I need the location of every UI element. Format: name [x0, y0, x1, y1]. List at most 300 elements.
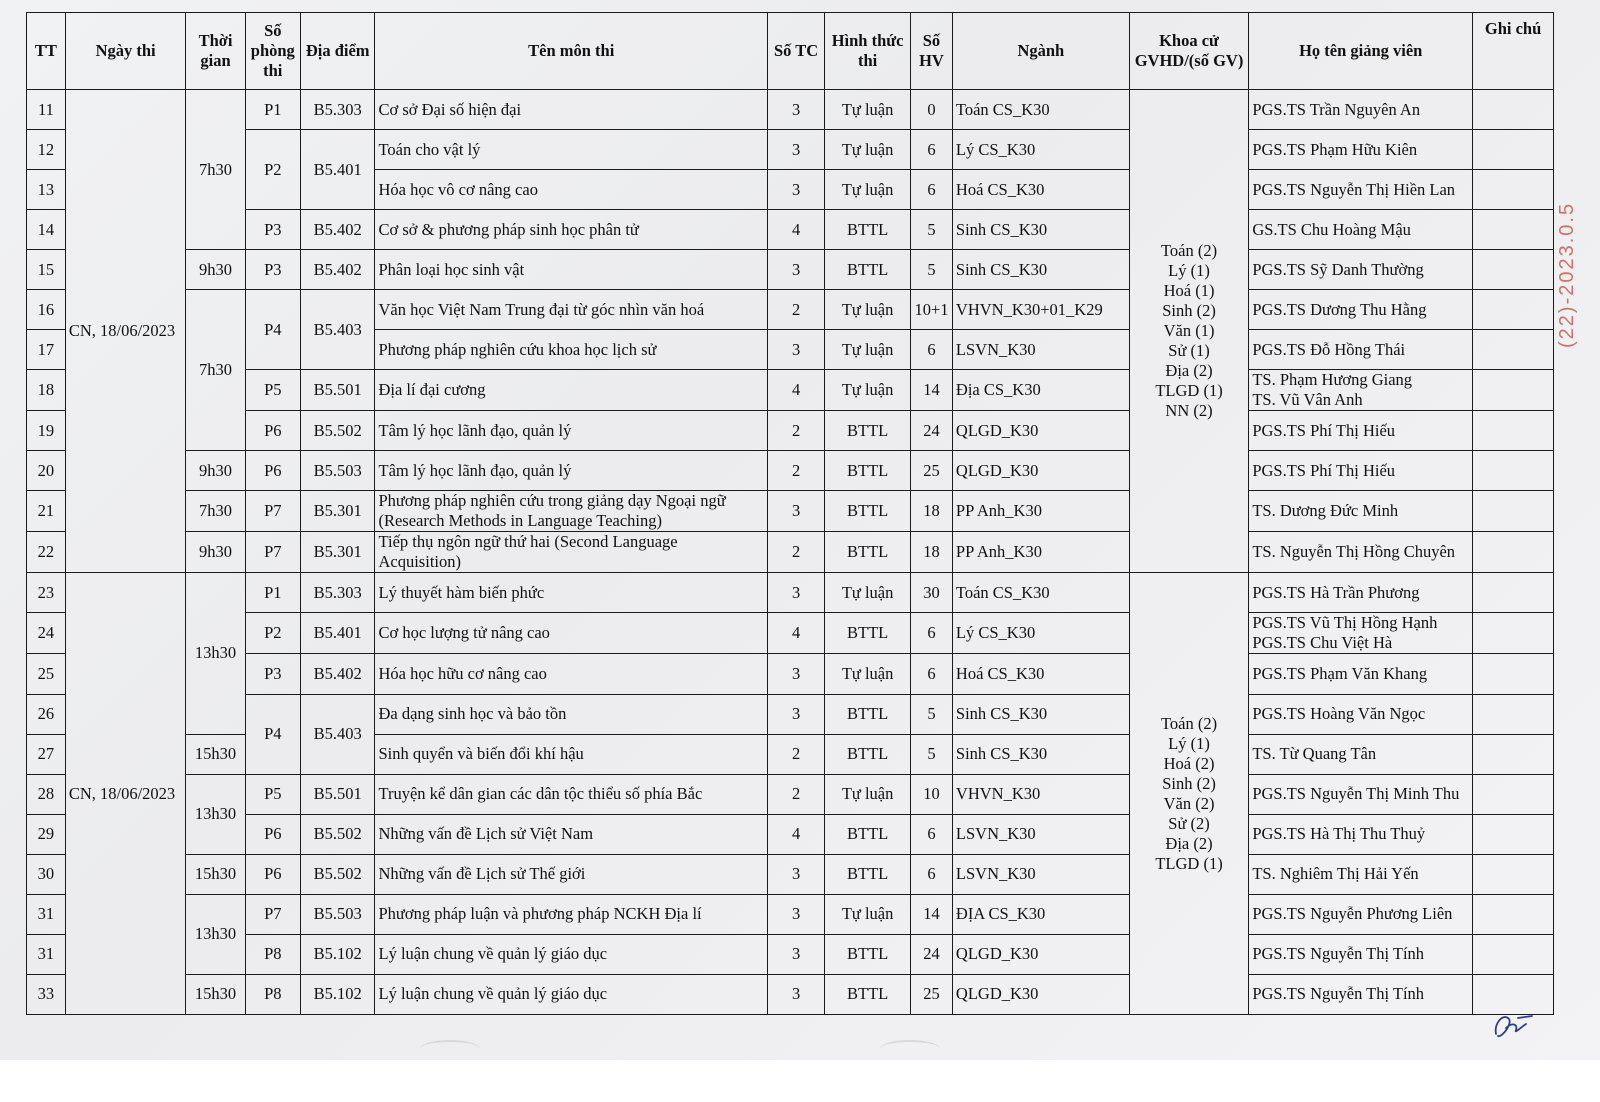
- tt-cell: 12: [27, 130, 66, 170]
- khoa-cell: [1129, 90, 1249, 573]
- khoa-line: NN (2): [1165, 401, 1213, 421]
- tt-cell: 29: [27, 814, 66, 854]
- tt-cell: 24: [27, 613, 66, 654]
- time-cell: 15h30: [186, 974, 245, 1014]
- lecturer-cell: PGS.TS Nguyễn Thị Tính: [1249, 934, 1473, 974]
- table-row: [27, 654, 1554, 694]
- tt-cell: 16: [27, 290, 66, 330]
- students-cell: 18: [911, 491, 953, 532]
- major-cell: PP Anh_K30: [952, 491, 1129, 532]
- subject-cell: [375, 491, 767, 532]
- note-cell: [1473, 330, 1554, 370]
- subject-cell: Đa dạng sinh học và bảo tồn: [375, 694, 767, 734]
- major-cell: QLGD_K30: [952, 974, 1129, 1014]
- major-cell: Hoá CS_K30: [952, 170, 1129, 210]
- room-cell: P6: [245, 411, 300, 451]
- place-cell: B5.303: [300, 90, 375, 130]
- tt-cell: 11: [27, 90, 66, 130]
- form-cell: BTTL: [825, 694, 911, 734]
- credits-cell: 3: [767, 573, 824, 613]
- subject-cell: Lý thuyết hàm biến phức: [375, 573, 767, 613]
- credits-cell: 4: [767, 814, 824, 854]
- students-cell: 10+1: [911, 290, 953, 330]
- tt-cell: 14: [27, 210, 66, 250]
- time-cell: 7h30: [186, 90, 245, 250]
- stamp-mark: (22)-2023.0.5: [1556, 201, 1578, 348]
- place-cell: B5.402: [300, 210, 375, 250]
- form-cell: Tự luận: [825, 290, 911, 330]
- lecturer-line: TS. Phạm Hương Giang: [1252, 370, 1413, 390]
- lecturer-cell: [1249, 613, 1473, 654]
- place-cell: B5.403: [300, 694, 375, 774]
- lecturer-cell: TS. Nghiêm Thị Hải Yến: [1249, 854, 1473, 894]
- students-cell: 6: [911, 814, 953, 854]
- room-cell: P2: [245, 130, 300, 210]
- header-cell: Khoa cử GVHD/(số GV): [1129, 13, 1249, 90]
- tt-cell: 18: [27, 370, 66, 411]
- subject-cell: Truyện kể dân gian các dân tộc thiểu số phía Bắc: [375, 774, 767, 814]
- lecturer-cell: PGS.TS Sỹ Danh Thường: [1249, 250, 1473, 290]
- lecturer-line: PGS.TS Chu Việt Hà: [1252, 633, 1393, 653]
- table-row: [27, 694, 1554, 734]
- table-row: [27, 290, 1554, 330]
- credits-cell: 3: [767, 250, 824, 290]
- students-cell: 14: [911, 894, 953, 934]
- khoa-line: Văn (2): [1163, 793, 1215, 813]
- room-cell: P7: [245, 894, 300, 934]
- header-cell: Tên môn thi: [375, 13, 767, 90]
- header-cell: Thời gian: [186, 13, 245, 90]
- room-cell: P7: [245, 532, 300, 573]
- note-cell: [1473, 90, 1554, 130]
- major-cell: QLGD_K30: [952, 411, 1129, 451]
- place-cell: B5.301: [300, 532, 375, 573]
- header-cell: Địa điểm: [300, 13, 375, 90]
- form-cell: Tự luận: [825, 370, 911, 411]
- header-cell: Ngành: [952, 13, 1129, 90]
- page-curl-mark: [420, 1040, 480, 1058]
- credits-cell: 4: [767, 210, 824, 250]
- major-cell: LSVN_K30: [952, 854, 1129, 894]
- time-cell: 9h30: [186, 451, 245, 491]
- credits-cell: 3: [767, 90, 824, 130]
- major-cell: QLGD_K30: [952, 451, 1129, 491]
- lecturer-cell: PGS.TS Nguyễn Thị Tính: [1249, 974, 1473, 1014]
- subject-line: Phương pháp nghiên cứu trong giảng dạy Ngoại ngữ: [378, 491, 726, 511]
- place-cell: B5.301: [300, 491, 375, 532]
- major-cell: Sinh CS_K30: [952, 250, 1129, 290]
- date-cell: CN, 18/06/2023: [65, 90, 186, 573]
- khoa-line: TLGD (1): [1155, 853, 1223, 873]
- major-cell: Lý CS_K30: [952, 613, 1129, 654]
- credits-cell: 2: [767, 774, 824, 814]
- students-cell: 5: [911, 210, 953, 250]
- header-cell: TT: [27, 13, 66, 90]
- credits-cell: 4: [767, 613, 824, 654]
- credits-cell: 2: [767, 734, 824, 774]
- students-cell: 6: [911, 130, 953, 170]
- subject-cell: [375, 532, 767, 573]
- subject-cell: Sinh quyển và biến đổi khí hậu: [375, 734, 767, 774]
- khoa-cell: [1129, 573, 1249, 1014]
- place-cell: B5.102: [300, 974, 375, 1014]
- credits-cell: 3: [767, 934, 824, 974]
- major-cell: VHVN_K30: [952, 774, 1129, 814]
- students-cell: 5: [911, 250, 953, 290]
- tt-cell: 21: [27, 491, 66, 532]
- form-cell: Tự luận: [825, 894, 911, 934]
- header-row: [27, 13, 1554, 90]
- note-cell: [1473, 370, 1554, 411]
- time-cell: 13h30: [186, 894, 245, 974]
- credits-cell: 3: [767, 654, 824, 694]
- major-cell: Hoá CS_K30: [952, 654, 1129, 694]
- credits-cell: 3: [767, 974, 824, 1014]
- table-row: [27, 90, 1554, 130]
- form-cell: BTTL: [825, 734, 911, 774]
- form-cell: BTTL: [825, 974, 911, 1014]
- students-cell: 24: [911, 934, 953, 974]
- place-cell: B5.401: [300, 130, 375, 210]
- place-cell: B5.403: [300, 290, 375, 370]
- khoa-line: Sử (1): [1168, 341, 1210, 361]
- header-cell: Số phòng thi: [245, 13, 300, 90]
- lecturer-cell: PGS.TS Hà Trần Phương: [1249, 573, 1473, 613]
- form-cell: Tự luận: [825, 573, 911, 613]
- page-curl-mark: [880, 1040, 940, 1058]
- tt-cell: 27: [27, 734, 66, 774]
- lecturer-cell: TS. Dương Đức Minh: [1249, 491, 1473, 532]
- time-cell: 9h30: [186, 250, 245, 290]
- note-cell: [1473, 170, 1554, 210]
- room-cell: P8: [245, 974, 300, 1014]
- table-row: [27, 573, 1554, 613]
- credits-cell: 3: [767, 854, 824, 894]
- lecturer-cell: PGS.TS Phí Thị Hiếu: [1249, 451, 1473, 491]
- khoa-line: Toán (2): [1160, 713, 1218, 733]
- students-cell: 30: [911, 573, 953, 613]
- table-row: [27, 934, 1554, 974]
- table-row: [27, 894, 1554, 934]
- tt-cell: 19: [27, 411, 66, 451]
- header-cell: Họ tên giảng viên: [1249, 13, 1473, 90]
- credits-cell: 3: [767, 170, 824, 210]
- credits-cell: 2: [767, 451, 824, 491]
- subject-cell: Lý luận chung về quản lý giáo dục: [375, 974, 767, 1014]
- subject-cell: Hóa học vô cơ nâng cao: [375, 170, 767, 210]
- place-cell: B5.502: [300, 854, 375, 894]
- lecturer-cell: PGS.TS Nguyễn Thị Minh Thu: [1249, 774, 1473, 814]
- note-cell: [1473, 290, 1554, 330]
- credits-cell: 2: [767, 290, 824, 330]
- form-cell: BTTL: [825, 814, 911, 854]
- table-row: [27, 974, 1554, 1014]
- lecturer-cell: PGS.TS Phí Thị Hiếu: [1249, 411, 1473, 451]
- time-cell: 13h30: [186, 774, 245, 854]
- khoa-line: Địa (2): [1165, 361, 1213, 381]
- tt-cell: 25: [27, 654, 66, 694]
- major-cell: VHVN_K30+01_K29: [952, 290, 1129, 330]
- time-cell: 15h30: [186, 854, 245, 894]
- room-cell: P6: [245, 451, 300, 491]
- major-cell: LSVN_K30: [952, 330, 1129, 370]
- table-row: [27, 451, 1554, 491]
- form-cell: BTTL: [825, 411, 911, 451]
- form-cell: Tự luận: [825, 330, 911, 370]
- place-cell: B5.402: [300, 250, 375, 290]
- students-cell: 18: [911, 532, 953, 573]
- form-cell: BTTL: [825, 532, 911, 573]
- credits-cell: 3: [767, 130, 824, 170]
- students-cell: 6: [911, 170, 953, 210]
- lecturer-cell: PGS.TS Phạm Văn Khang: [1249, 654, 1473, 694]
- room-cell: P6: [245, 814, 300, 854]
- lecturer-cell: PGS.TS Trần Nguyên An: [1249, 90, 1473, 130]
- subject-cell: Cơ sở Đại số hiện đại: [375, 90, 767, 130]
- lecturer-line: TS. Vũ Vân Anh: [1252, 390, 1363, 410]
- subject-cell: Phương pháp nghiên cứu khoa học lịch sử: [375, 330, 767, 370]
- place-cell: B5.303: [300, 573, 375, 613]
- table-row: [27, 491, 1554, 532]
- signature-icon: [1488, 1004, 1538, 1044]
- room-cell: P5: [245, 370, 300, 411]
- major-cell: ĐỊA CS_K30: [952, 894, 1129, 934]
- form-cell: BTTL: [825, 451, 911, 491]
- place-cell: B5.502: [300, 814, 375, 854]
- lecturer-cell: [1249, 370, 1473, 411]
- credits-cell: 2: [767, 411, 824, 451]
- khoa-line: Hoá (1): [1163, 281, 1215, 301]
- lecturer-cell: TS. Nguyễn Thị Hồng Chuyên: [1249, 532, 1473, 573]
- lecturer-cell: PGS.TS Dương Thu Hằng: [1249, 290, 1473, 330]
- students-cell: 25: [911, 974, 953, 1014]
- subject-cell: Toán cho vật lý: [375, 130, 767, 170]
- credits-cell: 3: [767, 894, 824, 934]
- major-cell: PP Anh_K30: [952, 532, 1129, 573]
- form-cell: Tự luận: [825, 170, 911, 210]
- tt-cell: 15: [27, 250, 66, 290]
- credits-cell: 4: [767, 370, 824, 411]
- tt-cell: 33: [27, 974, 66, 1014]
- students-cell: 6: [911, 330, 953, 370]
- lecturer-cell: PGS.TS Nguyễn Phương Liên: [1249, 894, 1473, 934]
- lecturer-cell: PGS.TS Phạm Hữu Kiên: [1249, 130, 1473, 170]
- place-cell: B5.102: [300, 934, 375, 974]
- table-row: [27, 613, 1554, 654]
- table-row: [27, 532, 1554, 573]
- students-cell: 6: [911, 854, 953, 894]
- credits-cell: 3: [767, 330, 824, 370]
- note-cell: [1473, 654, 1554, 694]
- lecturer-cell: GS.TS Chu Hoàng Mậu: [1249, 210, 1473, 250]
- place-cell: B5.503: [300, 894, 375, 934]
- subject-cell: Cơ học lượng tử nâng cao: [375, 613, 767, 654]
- room-cell: P6: [245, 854, 300, 894]
- room-cell: P1: [245, 573, 300, 613]
- students-cell: 14: [911, 370, 953, 411]
- students-cell: 24: [911, 411, 953, 451]
- credits-cell: 3: [767, 694, 824, 734]
- table-row: [27, 814, 1554, 854]
- time-cell: 15h30: [186, 734, 245, 774]
- major-cell: Toán CS_K30: [952, 573, 1129, 613]
- students-cell: 6: [911, 654, 953, 694]
- tt-cell: 31: [27, 894, 66, 934]
- place-cell: B5.501: [300, 370, 375, 411]
- subject-line: (Research Methods in Language Teaching): [378, 511, 663, 531]
- note-cell: [1473, 694, 1554, 734]
- khoa-line: Sinh (2): [1162, 773, 1216, 793]
- place-cell: B5.402: [300, 654, 375, 694]
- subject-cell: Cơ sở & phương pháp sinh học phân tử: [375, 210, 767, 250]
- place-cell: B5.501: [300, 774, 375, 814]
- exam-schedule-table: [26, 12, 1554, 1015]
- note-cell: [1473, 854, 1554, 894]
- students-cell: 25: [911, 451, 953, 491]
- khoa-line: Hoá (2): [1163, 753, 1215, 773]
- subject-cell: Hóa học hữu cơ nâng cao: [375, 654, 767, 694]
- table-row: [27, 854, 1554, 894]
- tt-cell: 26: [27, 694, 66, 734]
- credits-cell: 2: [767, 532, 824, 573]
- form-cell: BTTL: [825, 613, 911, 654]
- subject-line: Acquisition): [378, 552, 461, 572]
- major-cell: Lý CS_K30: [952, 130, 1129, 170]
- credits-cell: 3: [767, 491, 824, 532]
- subject-cell: Văn học Việt Nam Trung đại từ góc nhìn văn hoá: [375, 290, 767, 330]
- table-row: [27, 411, 1554, 451]
- note-cell: [1473, 613, 1554, 654]
- header-cell: Số TC: [767, 13, 824, 90]
- subject-cell: Địa lí đại cương: [375, 370, 767, 411]
- students-cell: 6: [911, 613, 953, 654]
- time-cell: 7h30: [186, 491, 245, 532]
- header-cell: Số HV: [911, 13, 953, 90]
- subject-cell: Những vấn đề Lịch sử Thế giới: [375, 854, 767, 894]
- table-row: [27, 210, 1554, 250]
- khoa-line: Toán (2): [1160, 241, 1218, 261]
- note-cell: [1473, 210, 1554, 250]
- students-cell: 10: [911, 774, 953, 814]
- form-cell: Tự luận: [825, 130, 911, 170]
- form-cell: Tự luận: [825, 654, 911, 694]
- khoa-line: TLGD (1): [1155, 381, 1223, 401]
- table-row: [27, 370, 1554, 411]
- lecturer-cell: PGS.TS Hà Thị Thu Thuỷ: [1249, 814, 1473, 854]
- form-cell: Tự luận: [825, 774, 911, 814]
- major-cell: Sinh CS_K30: [952, 734, 1129, 774]
- major-cell: Toán CS_K30: [952, 90, 1129, 130]
- subject-line: Tiếp thụ ngôn ngữ thứ hai (Second Language: [378, 532, 678, 552]
- note-cell: [1473, 734, 1554, 774]
- note-cell: [1473, 814, 1554, 854]
- room-cell: P4: [245, 694, 300, 774]
- lecturer-line: PGS.TS Vũ Thị Hồng Hạnh: [1252, 613, 1438, 633]
- room-cell: P4: [245, 290, 300, 370]
- room-cell: P8: [245, 934, 300, 974]
- major-cell: LSVN_K30: [952, 814, 1129, 854]
- lecturer-cell: PGS.TS Hoàng Văn Ngọc: [1249, 694, 1473, 734]
- tt-cell: 28: [27, 774, 66, 814]
- table-row: [27, 250, 1554, 290]
- tt-cell: 22: [27, 532, 66, 573]
- students-cell: 5: [911, 734, 953, 774]
- lecturer-cell: PGS.TS Đỗ Hồng Thái: [1249, 330, 1473, 370]
- khoa-line: Địa (2): [1165, 833, 1213, 853]
- time-cell: 7h30: [186, 290, 245, 451]
- form-cell: BTTL: [825, 210, 911, 250]
- subject-cell: Phương pháp luận và phương pháp NCKH Địa lí: [375, 894, 767, 934]
- khoa-line: Lý (1): [1168, 261, 1210, 281]
- tt-cell: 30: [27, 854, 66, 894]
- time-cell: 13h30: [186, 573, 245, 734]
- form-cell: BTTL: [825, 491, 911, 532]
- major-cell: Sinh CS_K30: [952, 694, 1129, 734]
- note-cell: [1473, 250, 1554, 290]
- khoa-line: Lý (1): [1168, 733, 1210, 753]
- time-cell: 9h30: [186, 532, 245, 573]
- room-cell: P1: [245, 90, 300, 130]
- lecturer-cell: PGS.TS Nguyễn Thị Hiền Lan: [1249, 170, 1473, 210]
- table-row: [27, 774, 1554, 814]
- tt-cell: 23: [27, 573, 66, 613]
- place-cell: B5.502: [300, 411, 375, 451]
- major-cell: Địa CS_K30: [952, 370, 1129, 411]
- major-cell: QLGD_K30: [952, 934, 1129, 974]
- subject-cell: Phân loại học sinh vật: [375, 250, 767, 290]
- note-cell: [1473, 491, 1554, 532]
- room-cell: P5: [245, 774, 300, 814]
- khoa-line: Sử (2): [1168, 813, 1210, 833]
- note-cell: [1473, 934, 1554, 974]
- note-cell: [1473, 894, 1554, 934]
- date-cell: CN, 18/06/2023: [65, 573, 186, 1014]
- lecturer-cell: TS. Từ Quang Tân: [1249, 734, 1473, 774]
- form-cell: BTTL: [825, 934, 911, 974]
- form-cell: BTTL: [825, 250, 911, 290]
- subject-cell: Những vấn đề Lịch sử Việt Nam: [375, 814, 767, 854]
- place-cell: B5.503: [300, 451, 375, 491]
- subject-cell: Lý luận chung về quản lý giáo dục: [375, 934, 767, 974]
- room-cell: P2: [245, 613, 300, 654]
- tt-cell: 31: [27, 934, 66, 974]
- header-cell: Ngày thi: [65, 13, 186, 90]
- note-cell: [1473, 573, 1554, 613]
- note-cell: [1473, 130, 1554, 170]
- form-cell: BTTL: [825, 854, 911, 894]
- subject-cell: Tâm lý học lãnh đạo, quản lý: [375, 451, 767, 491]
- room-cell: P3: [245, 654, 300, 694]
- room-cell: P3: [245, 210, 300, 250]
- tt-cell: 20: [27, 451, 66, 491]
- note-cell: [1473, 411, 1554, 451]
- note-cell: [1473, 451, 1554, 491]
- header-cell: Hình thức thi: [825, 13, 911, 90]
- table-row: [27, 130, 1554, 170]
- note-cell: [1473, 532, 1554, 573]
- room-cell: P7: [245, 491, 300, 532]
- form-cell: Tự luận: [825, 90, 911, 130]
- tt-cell: 13: [27, 170, 66, 210]
- tt-cell: 17: [27, 330, 66, 370]
- note-cell: [1473, 774, 1554, 814]
- major-cell: Sinh CS_K30: [952, 210, 1129, 250]
- students-cell: 0: [911, 90, 953, 130]
- place-cell: B5.401: [300, 613, 375, 654]
- khoa-line: Sinh (2): [1162, 301, 1216, 321]
- room-cell: P3: [245, 250, 300, 290]
- students-cell: 5: [911, 694, 953, 734]
